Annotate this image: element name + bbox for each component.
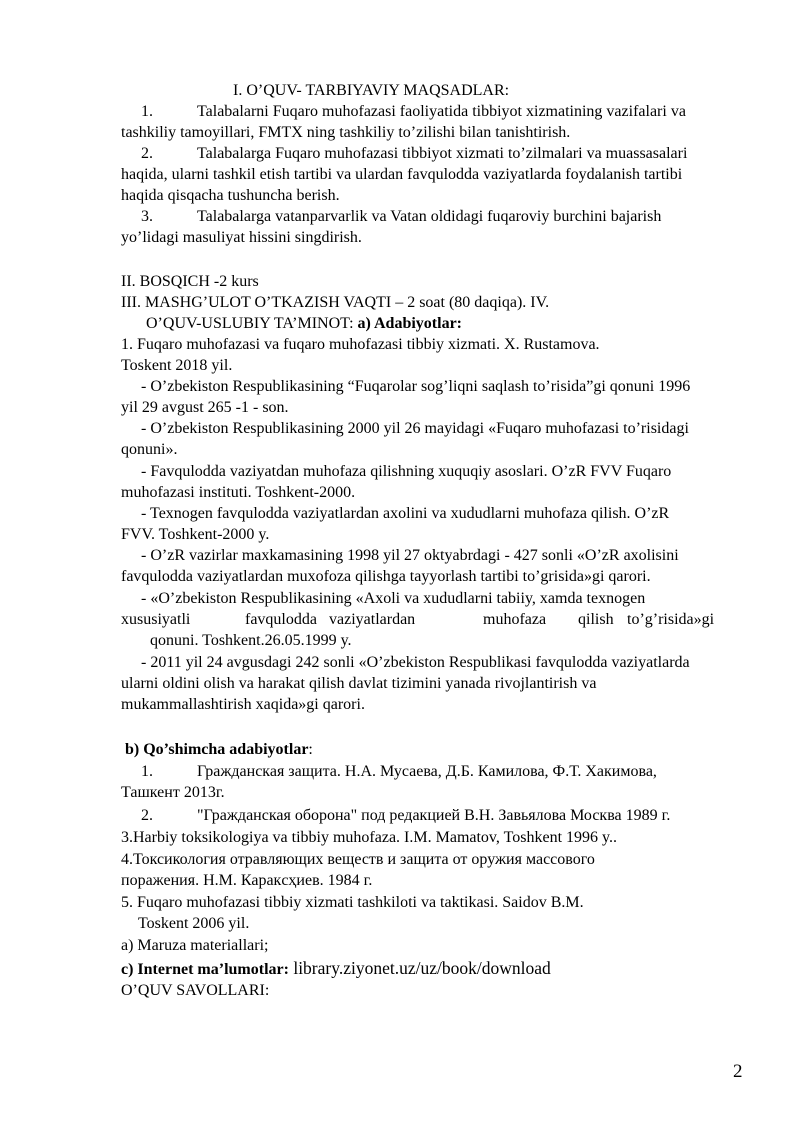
stage-line: II. BOSQICH -2 kurs (121, 273, 259, 290)
literature-item: - O’zbekiston Respublikasining “Fuqarolar sog’liqni saqlash to’risida”gi qonuni 1996 (141, 378, 691, 395)
literature-item: qonuni. Toshkent.26.05.1999 y. (150, 632, 352, 649)
section-heading: I. O’QUV- TARBIYAVIY MAQSADLAR: (233, 82, 510, 99)
literature-item: mukammallashtirish xaqida»gi qarori. (121, 696, 365, 713)
literature-item: - O’zR vazirlar maxkamasining 1998 yil 27 oktyabrdagi - 427 sonli «O’zR axolisini (141, 547, 679, 564)
lecture-materials: a) Maruza materiallari; (121, 937, 269, 954)
word: to’g’risida»gi (627, 611, 715, 628)
goal-text: Talabalarga vatanparvarlik va Vatan oldidagi fuqaroviy burchini bajarish (197, 208, 662, 225)
internet-label: c) Internet ma’lumotlar: (121, 961, 289, 978)
literature-item: - Texnogen favqulodda vaziyatlardan axolini va xududlarni muhofaza qilish. O’zR (141, 505, 670, 522)
extra-item: 3.Harbiy toksikologiya va tibbiy muhofaza. I.M. Mamatov, Toshkent 1996 y.. (121, 829, 617, 846)
literature-item: - 2011 yil 24 avgusdagi 242 sonli «O’zbekiston Respublikasi favqulodda vaziyatlarda (141, 654, 690, 671)
time-line: III. MASHG’ULOT O’TKAZISH VAQTI – 2 soat (80 daqiqa). IV. (121, 294, 550, 311)
questions-heading: O’QUV SAVOLLARI: (121, 982, 270, 999)
literature-item: yil 29 avgust 265 -1 - son. (121, 399, 289, 416)
page-number: 2 (733, 1061, 743, 1082)
word: qilish (578, 611, 614, 628)
goal-number: 1. (141, 103, 153, 120)
word: vaziyatlardan (329, 611, 416, 628)
word: muhofaza (483, 611, 547, 628)
goal-text: Talabalarga Fuqaro muhofazasi tibbiyot xizmati to’zilmalari va muassasalari (197, 145, 688, 162)
internet-line (121, 958, 551, 980)
goal-number: 3. (141, 208, 153, 225)
literature-item: - Favqulodda vaziyatdan muhofaza qilishning xuquqiy asoslari. O’zR FVV Fuqaro (141, 463, 672, 480)
goal-number: 2. (141, 145, 153, 162)
colon: : (308, 741, 313, 758)
extra-literature-heading (125, 739, 313, 760)
goal-text: Talabalarni Fuqaro muhofazasi faoliyatida tibbiyot xizmatining vazifalari va (197, 103, 686, 120)
extra-item: поражения. Н.М. Каракcҳиев. 1984 г. (121, 872, 373, 889)
literature-item: favqulodda vaziyatlardan muxofoza qilishga tayyorlash tartibi to’grisida»gi qarori. (121, 568, 651, 585)
literature-item: FVV. Toshkent-2000 y. (121, 526, 270, 543)
extra-item: Ташкент 2013г. (121, 784, 225, 801)
word: xususiyatli (121, 611, 191, 628)
literature-item: - O’zbekiston Respublikasining 2000 yil 26 mayidagi «Fuqaro muhofazasi to’risidagi (141, 420, 689, 437)
goal-text: yo’lidagi masuliyat hissini singdirish. (121, 229, 362, 246)
goal-text: haqida, ularni tashkil etish tartibi va ulardan favqulodda vaziyatlarda foydalanish tartibi (121, 166, 683, 183)
literature-item: ularni oldini olish va harakat qilish davlat tizimini yanada rivojlantirish va (121, 675, 597, 692)
extra-item: Гражданская защита. Н.А. Мусаева, Д.Б. Камилова, Ф.Т. Хакимова, (197, 763, 657, 780)
method-line (146, 313, 462, 334)
method-prefix: O’QUV-USLUBIY TA’MINOT: (146, 315, 358, 332)
literature-item: - «O’zbekiston Respublikasining «Axoli va xududlarni tabiiy, xamda texnogen (141, 590, 646, 607)
literature-item: Toskent 2018 yil. (121, 357, 233, 374)
extra-item-number: 2. (141, 807, 153, 824)
goal-text: haqida qisqacha tushuncha berish. (121, 187, 340, 204)
literature-item: muhofazasi instituti. Toshkent-2000. (121, 484, 356, 501)
word: favqulodda (245, 611, 317, 628)
literature-label: a) Adabiyotlar: (357, 315, 462, 332)
literature-item: 1. Fuqaro muhofazasi va fuqaro muhofazasi tibbiy xizmati. X. Rustamova. (121, 336, 600, 353)
extra-item: "Гражданская оборона" под редакцией В.Н. Завьялова Москва 1989 г. (197, 807, 671, 824)
extra-literature-label: b) Qo’shimcha adabiyotlar (125, 741, 309, 758)
extra-item: Toskent 2006 yil. (138, 915, 250, 932)
extra-item-number: 1. (141, 763, 153, 780)
goal-text: tashkiliy tamoyillari, FMTX ning tashkiliy to’zilishi bilan tanishtirish. (121, 124, 571, 141)
extra-item: 5. Fuqaro muhofazasi tibbiy xizmati tashkiloti va taktikasi. Saidov B.M. (121, 894, 584, 911)
literature-item: qonuni». (121, 441, 178, 458)
extra-item: 4.Токсикология отравляющих веществ и защита от оружия массового (121, 851, 595, 868)
internet-url: library.ziyonet.uz/uz/book/download (288, 958, 551, 978)
